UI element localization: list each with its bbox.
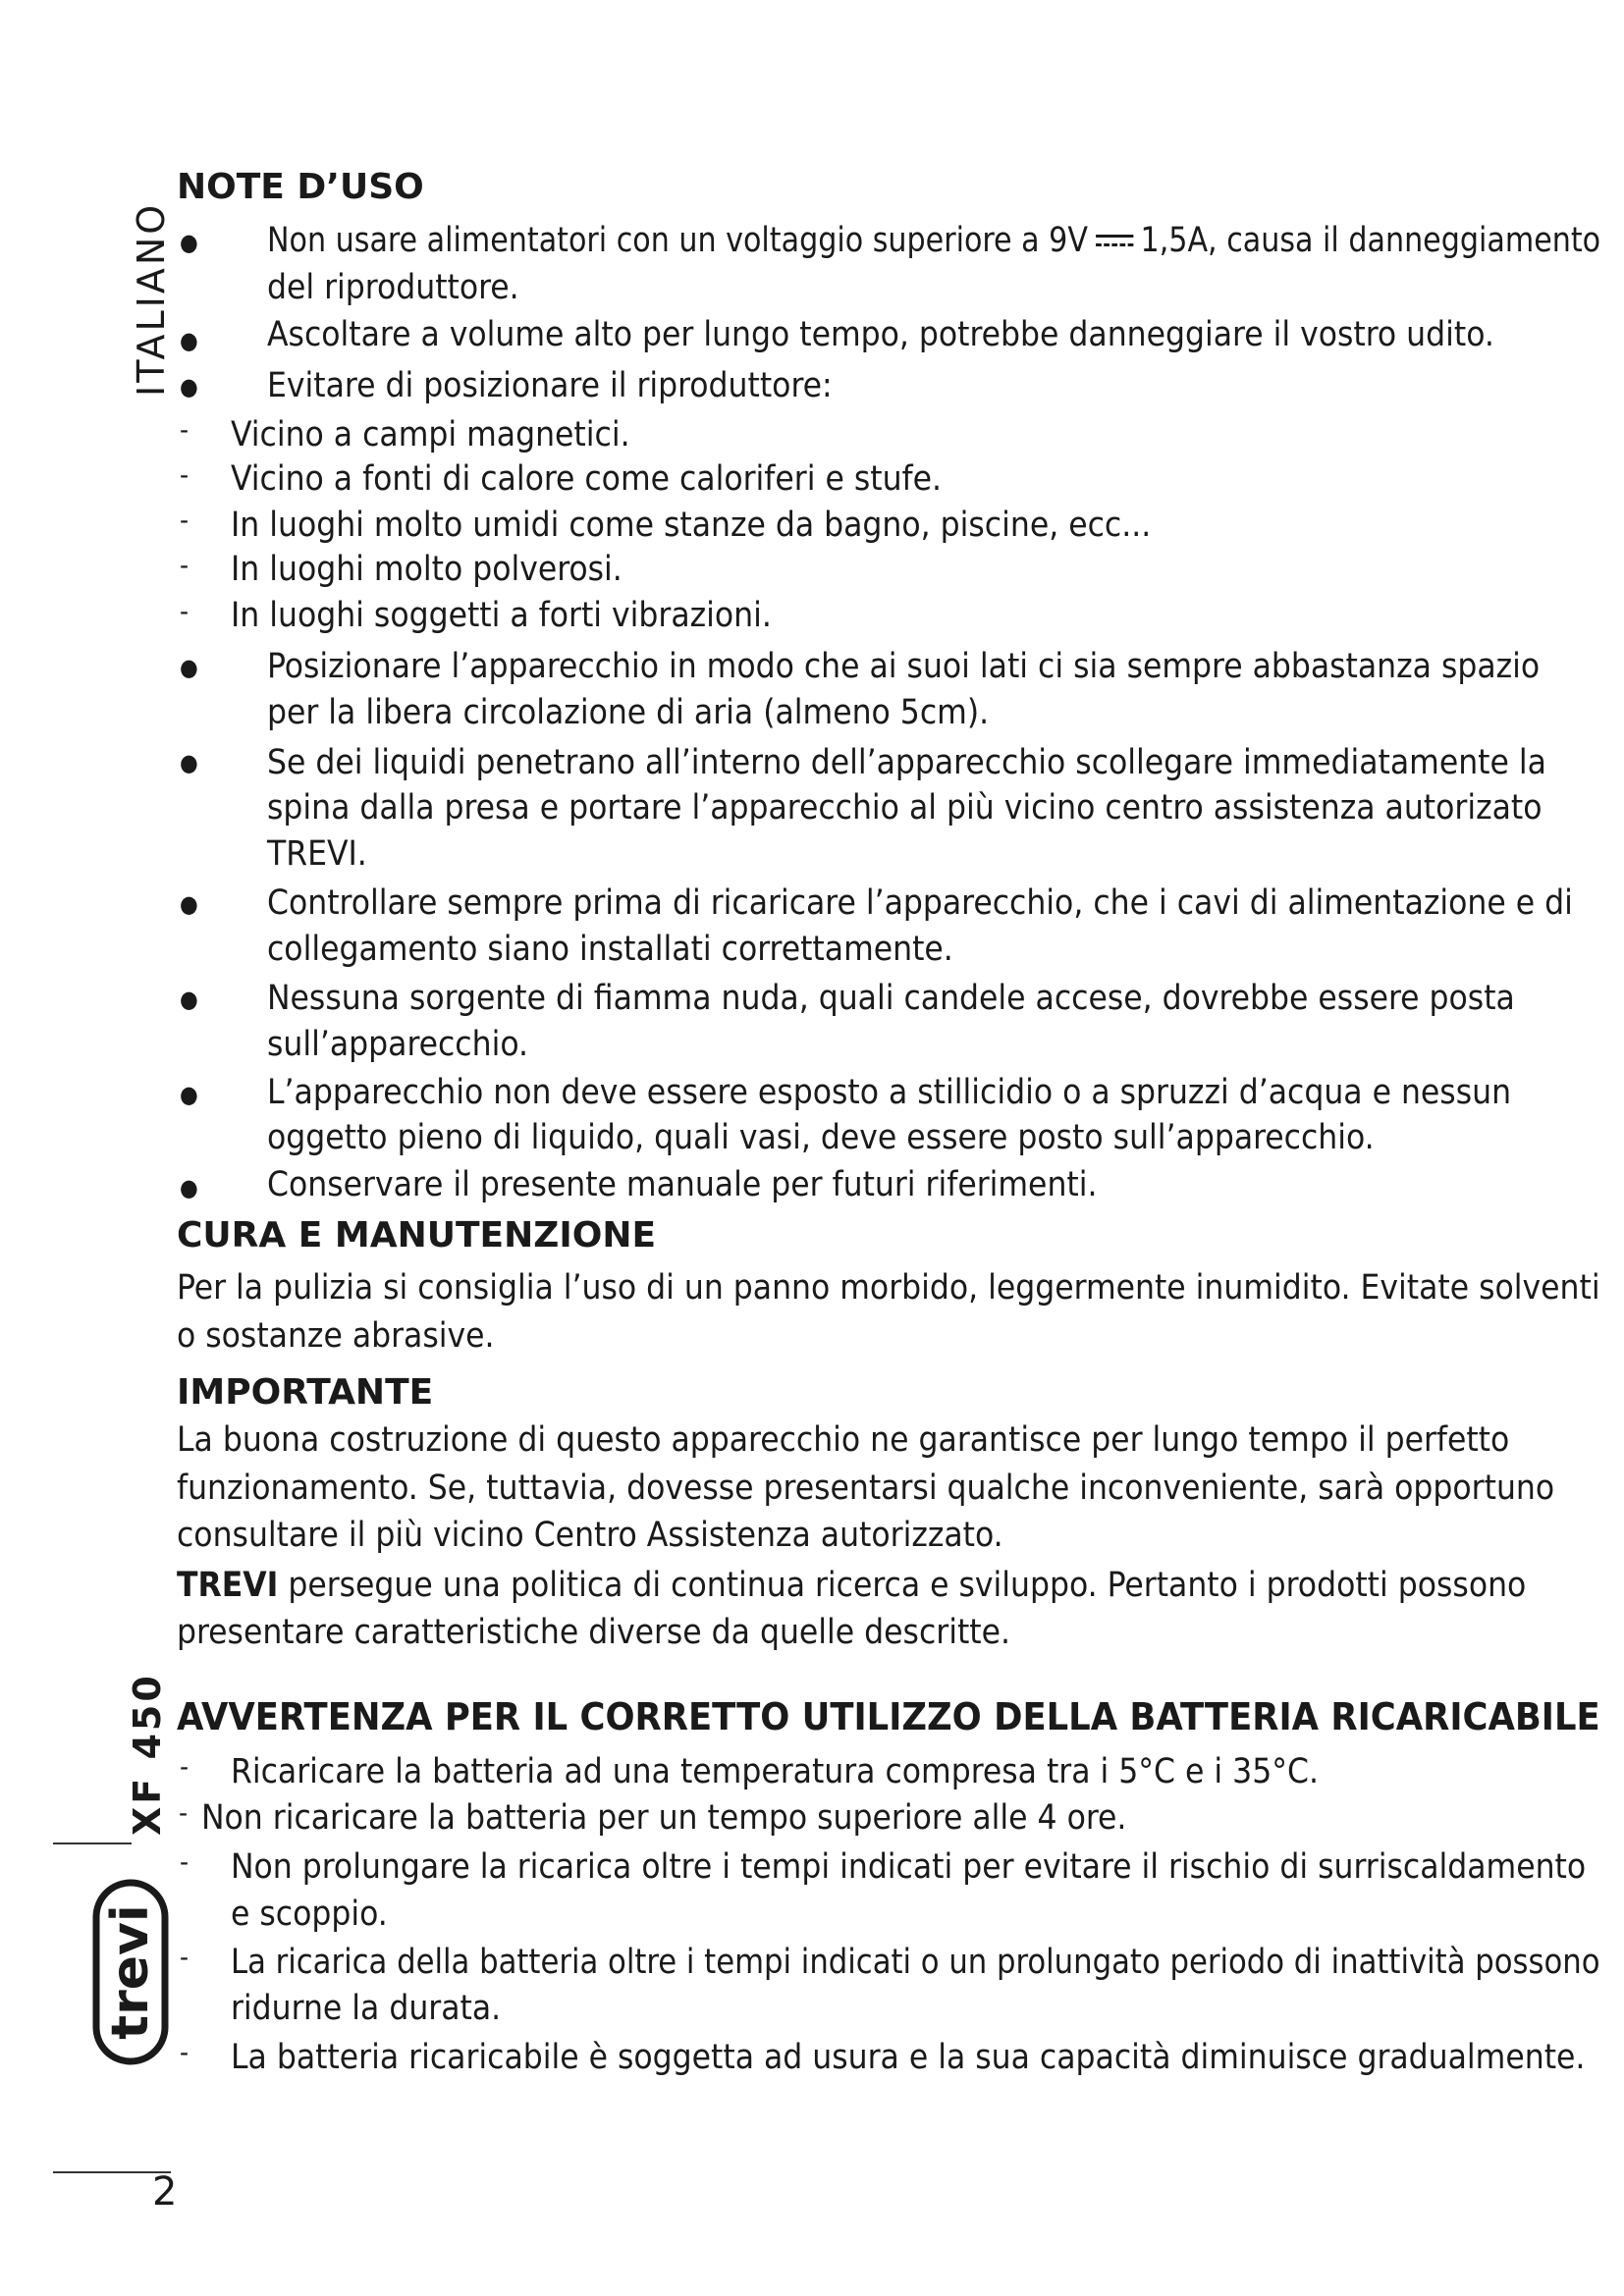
battery-item-overcharge-cont: e scoppio.	[231, 1895, 388, 1934]
position-item-magnetic: Vicino a campi magnetici.	[231, 415, 630, 454]
cura-text-line-1: Per la pulizia si consiglia l’uso di un panno morbido, leggermente inumidito. Evitate solventi	[177, 1268, 1600, 1308]
dc-symbol-icon	[1094, 233, 1135, 250]
battery-item-time: Non ricaricare la batteria per un tempo superiore alle 4 ore.	[201, 1798, 1127, 1838]
dash-marker: -	[180, 549, 189, 581]
dash-marker: -	[180, 595, 189, 627]
trevi-logo-icon	[91, 1878, 170, 2066]
note-uso-item-ventilation-cont: per la libera circolazione di aria (almeno 5cm).	[267, 693, 990, 732]
note-uso-heading: NOTE D’USO	[177, 167, 424, 207]
bullet-marker: ●	[180, 1081, 198, 1108]
battery-item-temperature: Ricaricare la batteria ad una temperatura compresa tra i 5°C e i 35°C.	[231, 1752, 1319, 1791]
importante-text-line-2: funzionamento. Se, tuttavia, dovesse presentarsi qualche inconveniente, sarà opportuno	[177, 1468, 1555, 1508]
sidebar-divider-top	[53, 1842, 132, 1844]
note-uso-item-flame-cont: sull’apparecchio.	[267, 1025, 528, 1064]
note-uso-item-volume: Ascoltare a volume alto per lungo tempo, potrebbe danneggiare il vostro udito.	[267, 315, 1494, 354]
battery-item-overcharge: Non prolungare la ricarica oltre i tempi indicati per evitare il rischio di surriscaldamento	[231, 1847, 1587, 1887]
bullet-marker: ●	[180, 229, 198, 256]
position-item-dusty: In luoghi molto polverosi.	[231, 550, 623, 589]
bullet-marker: ●	[180, 890, 198, 918]
position-item-humid: In luoghi molto umidi come stanze da bagno, piscine, ecc...	[231, 506, 1152, 545]
bullet-marker: ●	[180, 373, 198, 400]
note-uso-item-position: Evitare di posizionare il riproduttore:	[267, 366, 833, 405]
model-label: XF 450	[126, 1673, 169, 1836]
importante-text-line-4	[177, 1563, 1526, 1608]
note-uso-item-flame: Nessuna sorgente di fiamma nuda, quali candele accese, dovrebbe essere posta	[267, 979, 1515, 1018]
note-uso-item-voltage-cont: del riproduttore.	[267, 268, 519, 307]
dash-marker: -	[179, 1796, 189, 1829]
dash-marker: -	[180, 1941, 189, 1973]
note-uso-item-cables: Controllare sempre prima di ricaricare l’apparecchio, che i cavi di alimentazione e di	[267, 883, 1573, 923]
cura-heading: CURA E MANUTENZIONE	[177, 1215, 657, 1255]
page-number: 2	[152, 2169, 178, 2215]
importante-line-4-rest: persegue una politica di continua ricerca e sviluppo. Pertanto i prodotti possono	[278, 1566, 1527, 1605]
importante-text-line-3: consultare il più vicino Centro Assistenza autorizzato.	[177, 1516, 1003, 1555]
svg-text:trevi: trevi	[101, 1904, 160, 2040]
note-uso-item-voltage	[267, 218, 1600, 263]
battery-item-duration-cont: ridurne la durata.	[231, 1989, 502, 2028]
dash-marker: -	[180, 1750, 189, 1783]
note-uso-item-cables-cont: collegamento siano installati correttamente.	[267, 930, 953, 969]
dash-marker: -	[180, 413, 189, 446]
importante-text-line-5: presentare caratteristiche diverse da quelle descritte.	[177, 1613, 1011, 1652]
note-uso-item-ventilation: Posizionare l’apparecchio in modo che ai suoi lati ci sia sempre abbastanza spazio	[267, 647, 1541, 686]
bullet-marker: ●	[180, 327, 198, 354]
battery-item-duration: La ricarica della batteria oltre i tempi indicati o un prolungato periodo di inattività possono	[231, 1943, 1600, 1982]
battery-item-wear: La batteria ricaricabile è soggetta ad usura e la sua capacità diminuisce gradualmente.	[231, 2038, 1586, 2077]
importante-heading: IMPORTANTE	[177, 1372, 434, 1413]
dash-marker: -	[180, 504, 189, 536]
bullet-marker: ●	[180, 1174, 198, 1201]
voltage-text-end: 1,5A, causa il danneggiamento	[1140, 221, 1601, 260]
note-uso-item-liquids-cont: spina dalla presa e portare l’apparecchio al più vicino centro assistenza autorizato	[267, 788, 1543, 828]
position-item-vibration: In luoghi soggetti a forti vibrazioni.	[231, 596, 772, 635]
importante-text-line-1: La buona costruzione di questo apparecchio ne garantisce per lungo tempo il perfetto	[177, 1420, 1510, 1460]
note-uso-item-liquids: Se dei liquidi penetrano all’interno dell’apparecchio scollegare immediatamente la	[267, 743, 1546, 782]
note-uso-item-liquids-end: TREVI.	[267, 834, 367, 874]
dash-marker: -	[180, 458, 189, 491]
note-uso-item-water-cont: oggetto pieno di liquido, quali vasi, deve essere posto sull’apparecchio.	[267, 1118, 1375, 1157]
language-label: ITALIANO	[130, 201, 173, 397]
cura-text-line-2: o sostanze abrasive.	[177, 1316, 495, 1356]
note-uso-item-water: L’apparecchio non deve essere esposto a stillicidio o a spruzzi d’acqua e nessun	[267, 1073, 1512, 1112]
bullet-marker: ●	[180, 986, 198, 1013]
dash-marker: -	[180, 2036, 189, 2068]
trevi-brand: TREVI	[177, 1566, 279, 1605]
note-uso-item-manual: Conservare il presente manuale per futuri riferimenti.	[267, 1165, 1098, 1204]
bullet-marker: ●	[180, 749, 198, 776]
batteria-heading: AVVERTENZA PER IL CORRETTO UTILIZZO DELLA BATTERIA RICARICABILE	[177, 1695, 1600, 1738]
dash-marker: -	[180, 1845, 189, 1878]
position-item-heat: Vicino a fonti di calore come caloriferi e stufe.	[231, 459, 942, 499]
bullet-marker: ●	[180, 654, 198, 681]
voltage-text: Non usare alimentatori con un voltaggio superiore a 9V	[267, 221, 1088, 260]
